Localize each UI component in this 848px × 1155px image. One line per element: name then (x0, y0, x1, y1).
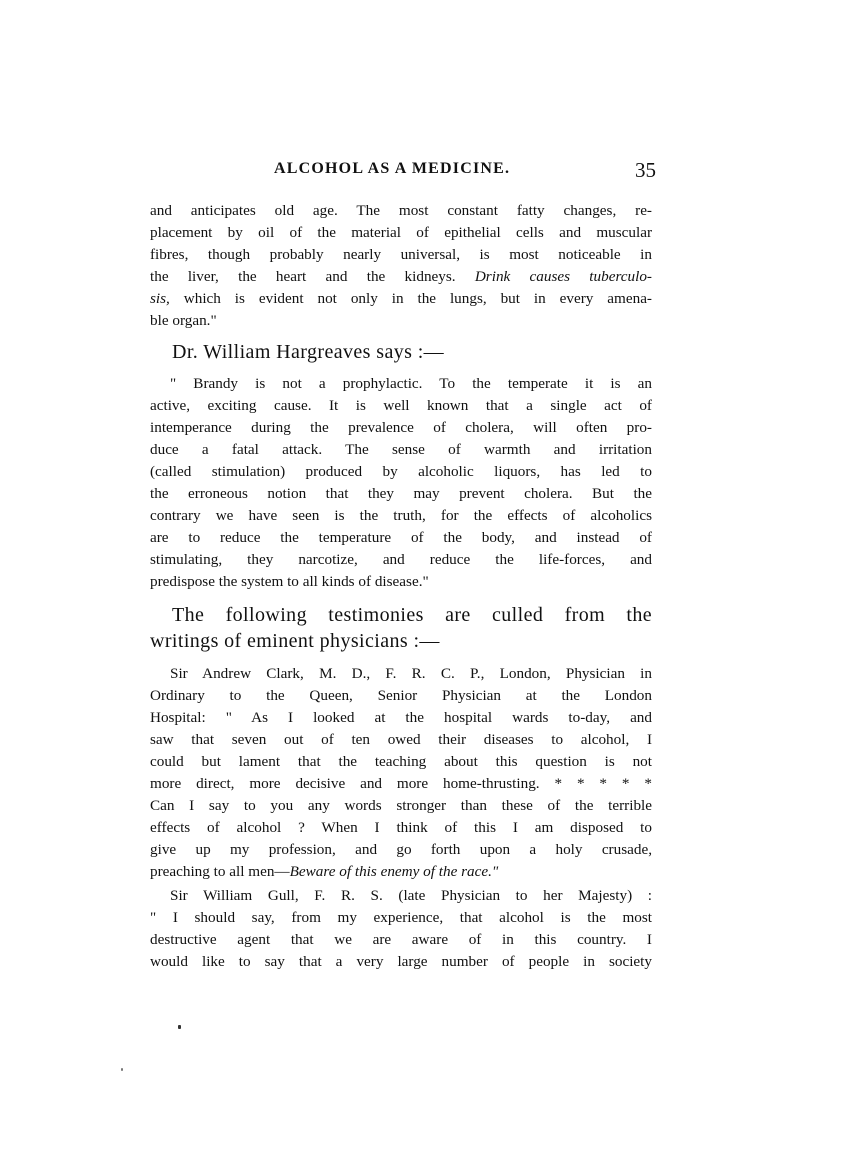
text-segment: which is evident not only in the lungs, but in every amena- (169, 290, 652, 307)
page-number: 35 (635, 158, 656, 182)
text-line: duce a fatal attack. The sense of warmth and irritation (150, 441, 652, 458)
text-line: effects of alcohol ? When I think of this I am disposed to (150, 819, 652, 836)
text-line: could but lament that the teaching about this question is not (150, 753, 652, 770)
text-line (150, 861, 652, 883)
text-line: stimulating, they narcotize, and reduce the life-forces, and (150, 551, 652, 568)
page-header (150, 158, 656, 182)
text-line: destructive agent that we are aware of in this country. I (150, 931, 652, 948)
section-heading: writings of eminent physicians :— (150, 630, 440, 652)
text-line: Sir William Gull, F. R. S. (late Physician to her Majesty) : (170, 887, 652, 904)
section-heading: The following testimonies are culled from the (172, 604, 652, 626)
text-line: Sir Andrew Clark, M. D., F. R. C. P., London, Physician in (170, 665, 652, 682)
italic-text: Drink causes tuberculo- (474, 268, 652, 285)
italic-text: sis, (150, 290, 170, 307)
text-line (150, 288, 652, 310)
section-heading: Dr. William Hargreaves says :— (172, 341, 445, 363)
text-line: " Brandy is not a prophylactic. To the temperate it is an (170, 375, 652, 392)
text-line: Can I say to you any words stronger than these of the terrible (150, 797, 652, 814)
text-line: intemperance during the prevalence of cholera, will often pro- (150, 419, 652, 436)
text-line: are to reduce the temperature of the body, and instead of (150, 529, 652, 546)
text-line (150, 266, 652, 288)
text-line: ble organ." (150, 312, 217, 329)
ink-speck (178, 1025, 181, 1029)
italic-text: Beware of this enemy of the race." (289, 863, 499, 880)
text-line: predispose the system to all kinds of disease." (150, 573, 429, 590)
running-title: ALCOHOL AS A MEDICINE. (274, 160, 511, 177)
text-line: active, exciting cause. It is well known that a single act of (150, 397, 652, 414)
text-line: fibres, though probably nearly universal, is most noticeable in (150, 246, 652, 263)
text-line: " I should say, from my experience, that alcohol is the most (150, 909, 652, 926)
text-line: Hospital: " As I looked at the hospital wards to-day, and (150, 709, 652, 726)
text-segment: preaching to all men— (150, 863, 290, 880)
text-line: would like to say that a very large number of people in society (150, 953, 652, 970)
text-line: more direct, more decisive and more home-thrusting. * * * * * (150, 775, 652, 792)
text-line: the erroneous notion that they may prevent cholera. But the (150, 485, 652, 502)
text-line: saw that seven out of ten owed their diseases to alcohol, I (150, 731, 652, 748)
text-line: placement by oil of the material of epithelial cells and muscular (150, 224, 652, 241)
ink-speck (121, 1068, 123, 1071)
text-line: give up my profession, and go forth upon a holy crusade, (150, 841, 652, 858)
text-line: Ordinary to the Queen, Senior Physician at the London (150, 687, 652, 704)
text-line: contrary we have seen is the truth, for the effects of alcoholics (150, 507, 652, 524)
text-line: (called stimulation) produced by alcoholic liquors, has led to (150, 463, 652, 480)
text-line: and anticipates old age. The most constant fatty changes, re- (150, 202, 652, 219)
text-segment: the liver, the heart and the kidneys. (150, 268, 475, 285)
